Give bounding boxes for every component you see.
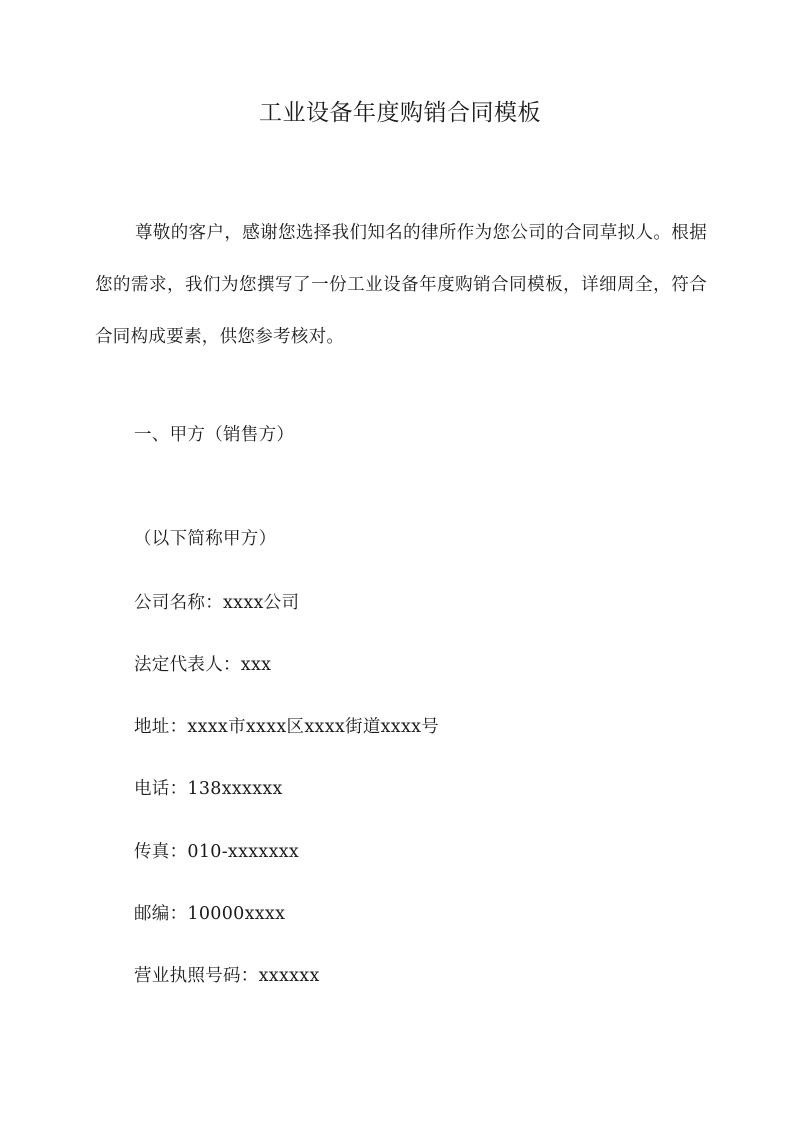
legal-representative-line: 法定代表人：xxx <box>134 655 272 675</box>
phone-line: 电话：138xxxxxx <box>134 779 283 799</box>
section-heading-party-a: 一、甲方（销售方） <box>134 425 295 445</box>
business-license-line: 营业执照号码：xxxxxx <box>134 966 320 986</box>
company-name-line: 公司名称：xxxx公司 <box>134 593 300 613</box>
address-line: 地址：xxxx市xxxx区xxxx街道xxxx号 <box>134 717 440 737</box>
intro-paragraph: 尊敬的客户，感谢您选择我们知名的律所作为您公司的合同草拟人。根据您的需求，我们为您撰写了一份工业设备年度购销合同模板，详细周全，符合合同构成要素，供您参考核对。 <box>95 223 707 347</box>
document-title: 工业设备年度购销合同模板 <box>259 100 541 126</box>
postal-code-line: 邮编：10000xxxx <box>134 904 286 924</box>
fax-line: 传真：010-xxxxxxx <box>134 842 300 862</box>
abbreviation-note: （以下简称甲方） <box>134 529 277 549</box>
